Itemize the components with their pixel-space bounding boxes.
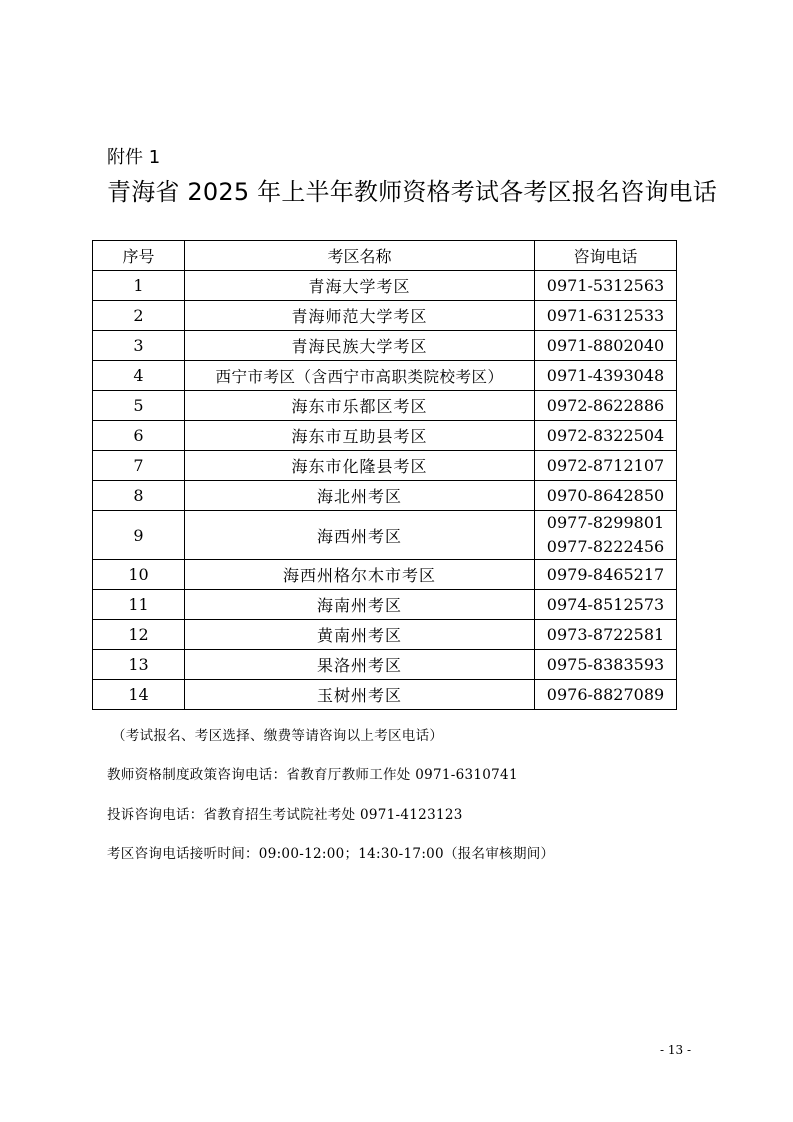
table-row [93,331,677,361]
table-row [93,620,677,650]
header-exam-area: 考区名称 [185,241,535,271]
table-row [93,451,677,481]
exam-area-name: 青海师范大学考区 [185,301,535,331]
row-number: 1 [93,271,185,301]
table-row [93,590,677,620]
row-number: 14 [93,680,185,710]
table-note: （考试报名、考区选择、缴费等请咨询以上考区电话） [112,728,444,744]
row-number: 6 [93,421,185,451]
contact-table [92,240,677,710]
document-title: 青海省 2025 年上半年教师资格考试各考区报名咨询电话 [107,178,717,206]
phone-number-cell [535,511,677,560]
table-row [93,481,677,511]
exam-area-name: 海西州格尔木市考区 [185,560,535,590]
phone-number: 0977-8299801 [546,513,665,532]
row-number: 9 [93,511,185,560]
phone-number: 0971-6312533 [535,301,677,331]
phone-number: 0973-8722581 [535,620,677,650]
phone-number: 0972-8622886 [535,391,677,421]
attachment-label: 附件 1 [107,147,161,168]
exam-area-name: 海西州考区 [185,511,535,560]
exam-area-name: 青海民族大学考区 [185,331,535,361]
exam-area-name: 海东市乐都区考区 [185,391,535,421]
header-number: 序号 [93,241,185,271]
table-row [93,301,677,331]
row-number: 11 [93,590,185,620]
table-row [93,271,677,301]
phone-number: 0971-4393048 [535,361,677,391]
complaint-contact-line: 投诉咨询电话：省教育招生考试院社考处 0971-4123123 [107,807,463,823]
table-row [93,680,677,710]
exam-area-name: 果洛州考区 [185,650,535,680]
phone-number: 0972-8322504 [535,421,677,451]
phone-number: 0974-8512573 [535,590,677,620]
exam-area-name: 海东市互助县考区 [185,421,535,451]
row-number: 10 [93,560,185,590]
row-number: 13 [93,650,185,680]
exam-area-name: 海东市化隆县考区 [185,451,535,481]
table-row [93,511,677,560]
exam-area-name: 西宁市考区（含西宁市高职类院校考区） [185,361,535,391]
table-row [93,560,677,590]
row-number: 2 [93,301,185,331]
row-number: 12 [93,620,185,650]
exam-area-name: 玉树州考区 [185,680,535,710]
phone-number: 0979-8465217 [535,560,677,590]
table-row [93,650,677,680]
row-number: 7 [93,451,185,481]
row-number: 8 [93,481,185,511]
row-number: 5 [93,391,185,421]
phone-number: 0976-8827089 [535,680,677,710]
exam-area-name: 海南州考区 [185,590,535,620]
hours-line: 考区咨询电话接听时间：09:00-12:00；14:30-17:00（报名审核期间） [107,846,555,862]
phone-number: 0971-8802040 [535,331,677,361]
phone-number: 0972-8712107 [535,451,677,481]
table-row [93,361,677,391]
header-phone: 咨询电话 [535,241,677,271]
phone-number: 0977-8222456 [546,537,665,556]
policy-contact-line: 教师资格制度政策咨询电话：省教育厅教师工作处 0971-6310741 [107,767,518,783]
exam-area-name: 海北州考区 [185,481,535,511]
row-number: 3 [93,331,185,361]
phone-number: 0970-8642850 [535,481,677,511]
table-row [93,391,677,421]
page-number: - 13 - [660,1043,692,1057]
table-row [93,421,677,451]
table-header-row [93,241,677,271]
row-number: 4 [93,361,185,391]
phone-number: 0971-5312563 [535,271,677,301]
phone-number: 0975-8383593 [535,650,677,680]
exam-area-name: 青海大学考区 [185,271,535,301]
exam-area-name: 黄南州考区 [185,620,535,650]
